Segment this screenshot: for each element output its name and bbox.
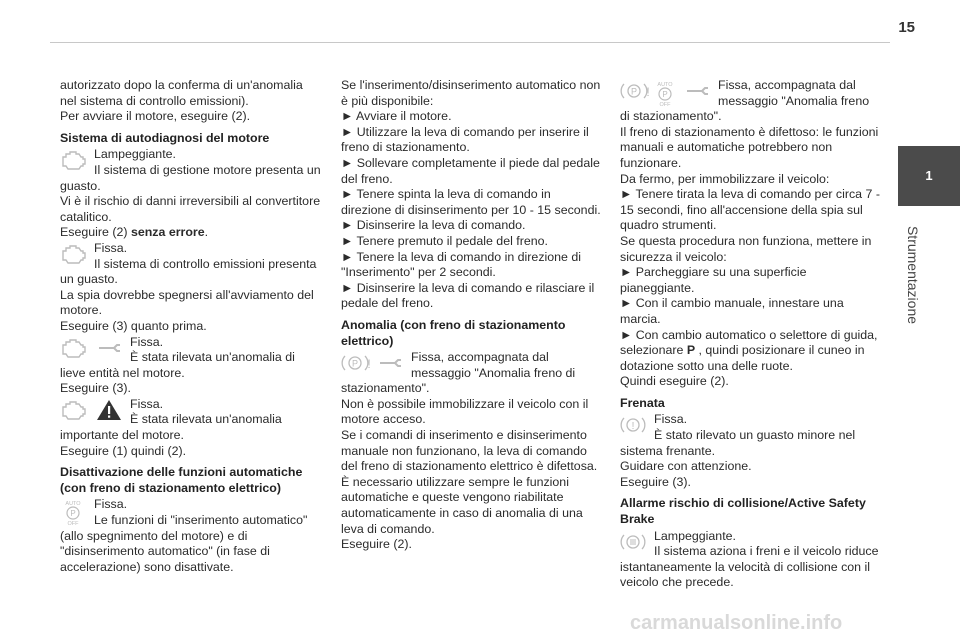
step: ► Tenere la leva di comando in direzione di "Inserimento" per 2 secondi. bbox=[341, 249, 582, 280]
paragraph: Se questa procedura non funziona, mettere in sicurezza il veicolo: bbox=[620, 233, 872, 264]
status-text: Lampeggiante. bbox=[94, 147, 176, 162]
description-text: È stata rilevata un'anomalia di lieve entità nel motore. bbox=[60, 350, 295, 380]
auto-p-off-icon bbox=[652, 80, 678, 104]
warning-triangle-icon bbox=[96, 399, 122, 423]
warning-entry bbox=[341, 350, 603, 397]
svg-text:!: ! bbox=[631, 421, 635, 433]
collision-alert-icon bbox=[620, 531, 646, 555]
step: ► Con cambio automatico o selettore di guida, selezionare P , quindi posizionare il cuneo in dotazione sotto una delle ruote. bbox=[620, 327, 878, 373]
warning-entry bbox=[620, 412, 882, 459]
parking-brake-fault-icon bbox=[341, 352, 371, 376]
paragraph: Non è possibile immobilizzare il veicolo con il motore acceso. bbox=[341, 396, 589, 427]
heading-disattivazione: Disattivazione delle funzioni automatiche (con freno di stazionamento elettrico) bbox=[60, 465, 303, 495]
page-number: 15 bbox=[898, 19, 915, 36]
svg-text:!: ! bbox=[367, 357, 371, 372]
svg-text:OFF: OFF bbox=[67, 521, 79, 526]
description-text: Le funzioni di "inserimento automatico" (allo spegnimento del motore) e di "disinserimento automatico" (in fase di accelerazione) sono disattivate. bbox=[60, 513, 308, 574]
description-text: Fissa, accompagnata dal messaggio "Anomalia freno di stazionamento". bbox=[341, 350, 576, 396]
engine-icon bbox=[60, 243, 86, 267]
heading-allarme: Allarme rischio di collisione/Active Safety Brake bbox=[620, 496, 866, 527]
paragraph: Eseguire (3). bbox=[60, 381, 131, 396]
svg-text:AUTO: AUTO bbox=[65, 501, 81, 508]
engine-icon bbox=[60, 399, 86, 423]
description-text: Il sistema aziona i freni e il veicolo riduce istantaneamente la velocità di collisione con il veicolo che precede. bbox=[620, 544, 879, 590]
description-text: Il sistema di controllo emissioni presenta un guasto. bbox=[60, 256, 317, 287]
paragraph: Se l'inserimento/disinserimento automatico non è più disponibile: bbox=[341, 78, 601, 108]
step: ► Avviare il motore. bbox=[341, 109, 452, 124]
paragraph: Eseguire (3) quanto prima. bbox=[60, 318, 207, 333]
paragraph: Da fermo, per immobilizzare il veicolo: bbox=[620, 171, 830, 186]
step: ► Disinserire la leva di comando e rilasciare il pedale del freno. bbox=[341, 280, 595, 311]
warning-entry bbox=[620, 78, 882, 125]
column-2 bbox=[341, 78, 603, 553]
paragraph: È necessario utilizzare sempre le funzioni automatiche e queste vengono riabilitate automaticamente in caso di anomalia di una leva di comando. bbox=[341, 474, 583, 536]
wrench-icon bbox=[684, 80, 710, 104]
description-text: Fissa, accompagnata dal messaggio "Anomalia freno di stazionamento". bbox=[620, 78, 870, 124]
engine-icon bbox=[60, 337, 86, 361]
svg-text:!: ! bbox=[646, 85, 650, 99]
engine-icon bbox=[60, 149, 86, 173]
svg-text:P: P bbox=[662, 90, 668, 99]
chapter-number: 1 bbox=[925, 168, 933, 184]
step: ► Sollevare completamente il piede dal pedale del freno. bbox=[341, 155, 600, 186]
step: ► Tenere tirata la leva di comando per circa 7 - 15 secondi, fino all'accensione della spia sul quadro strumenti. bbox=[620, 187, 880, 233]
warning-entry bbox=[60, 335, 322, 382]
status-text: Fissa. bbox=[130, 396, 164, 411]
column-3 bbox=[620, 78, 882, 591]
heading-frenata: Frenata bbox=[620, 395, 665, 410]
paragraph: Se i comandi di inserimento e disinserimento manuale non funzionano, la leva di comando del freno di stazionamento elettrico è difettosa. bbox=[341, 428, 598, 474]
brake-warning-icon bbox=[620, 414, 646, 438]
svg-text:P: P bbox=[630, 86, 638, 97]
paragraph: Vi è il rischio di danni irreversibili al convertitore catalitico. bbox=[60, 194, 321, 224]
column-1 bbox=[60, 78, 322, 575]
description-text: È stata rilevata un'anomalia importante del motore. bbox=[60, 412, 282, 443]
status-text: Lampeggiante. bbox=[654, 528, 736, 543]
status-text: Fissa. bbox=[94, 240, 128, 255]
step: ► Tenere premuto il pedale del freno. bbox=[341, 233, 548, 248]
status-text: Fissa. bbox=[654, 412, 688, 427]
auto-p-off-icon bbox=[60, 499, 86, 526]
header-rule bbox=[50, 42, 890, 43]
paragraph: Eseguire (3). bbox=[620, 474, 691, 489]
warning-entry bbox=[60, 147, 322, 194]
paragraph: Guidare con attenzione. bbox=[620, 459, 752, 474]
warning-entry bbox=[620, 529, 882, 591]
svg-text:AUTO: AUTO bbox=[657, 82, 673, 88]
chapter-title-vertical: Strumentazione bbox=[904, 225, 921, 324]
svg-text:P: P bbox=[351, 358, 359, 369]
paragraph: Quindi eseguire (2). bbox=[620, 374, 729, 389]
svg-text:OFF: OFF bbox=[659, 102, 671, 106]
warning-entry bbox=[60, 497, 322, 575]
step: ► Con il cambio manuale, innestare una marcia. bbox=[620, 296, 844, 326]
wrench-icon bbox=[96, 337, 122, 361]
step: ► Disinserire la leva di comando. bbox=[341, 218, 526, 233]
watermark: carmanualsonline.info bbox=[630, 612, 843, 634]
warning-entry bbox=[60, 397, 322, 444]
paragraph: La spia dovrebbe spegnersi all'avviamento del motore. bbox=[60, 287, 314, 318]
paragraph: Il freno di stazionamento è difettoso: le funzioni manuali e automatiche potrebbero non funzionare. bbox=[620, 124, 879, 170]
status-text: Fissa. bbox=[130, 334, 164, 349]
step: ► Tenere spinta la leva di comando in direzione di disinserimento per 10 - 15 secondi. bbox=[341, 187, 601, 217]
paragraph: Eseguire (2) senza errore. bbox=[60, 225, 209, 240]
heading-anomalia: Anomalia (con freno di stazionamento elettrico) bbox=[341, 317, 566, 348]
paragraph: Eseguire (1) quindi (2). bbox=[60, 443, 187, 458]
description-text: È stato rilevato un guasto minore nel sistema frenante. bbox=[620, 428, 856, 458]
step: ► Utilizzare la leva di comando per inserire il freno di stazionamento. bbox=[341, 124, 589, 155]
paragraph: Eseguire (2). bbox=[341, 537, 412, 552]
warning-entry bbox=[60, 241, 322, 288]
paragraph: Per avviare il motore, eseguire (2). bbox=[60, 109, 251, 124]
step: ► Parcheggiare su una superficie pianeggiante. bbox=[620, 265, 807, 295]
heading-autodiagnosi: Sistema di autodiagnosi del motore bbox=[60, 130, 270, 145]
wrench-icon bbox=[377, 352, 403, 376]
chapter-tab[interactable] bbox=[898, 146, 960, 206]
paragraph: autorizzato dopo la conferma di un'anomalia nel sistema di controllo emissioni). bbox=[60, 78, 303, 108]
svg-text:P: P bbox=[70, 509, 76, 519]
description-text: Il sistema di gestione motore presenta un guasto. bbox=[60, 162, 321, 193]
status-text: Fissa. bbox=[94, 497, 128, 512]
parking-brake-fault-icon bbox=[620, 80, 650, 104]
